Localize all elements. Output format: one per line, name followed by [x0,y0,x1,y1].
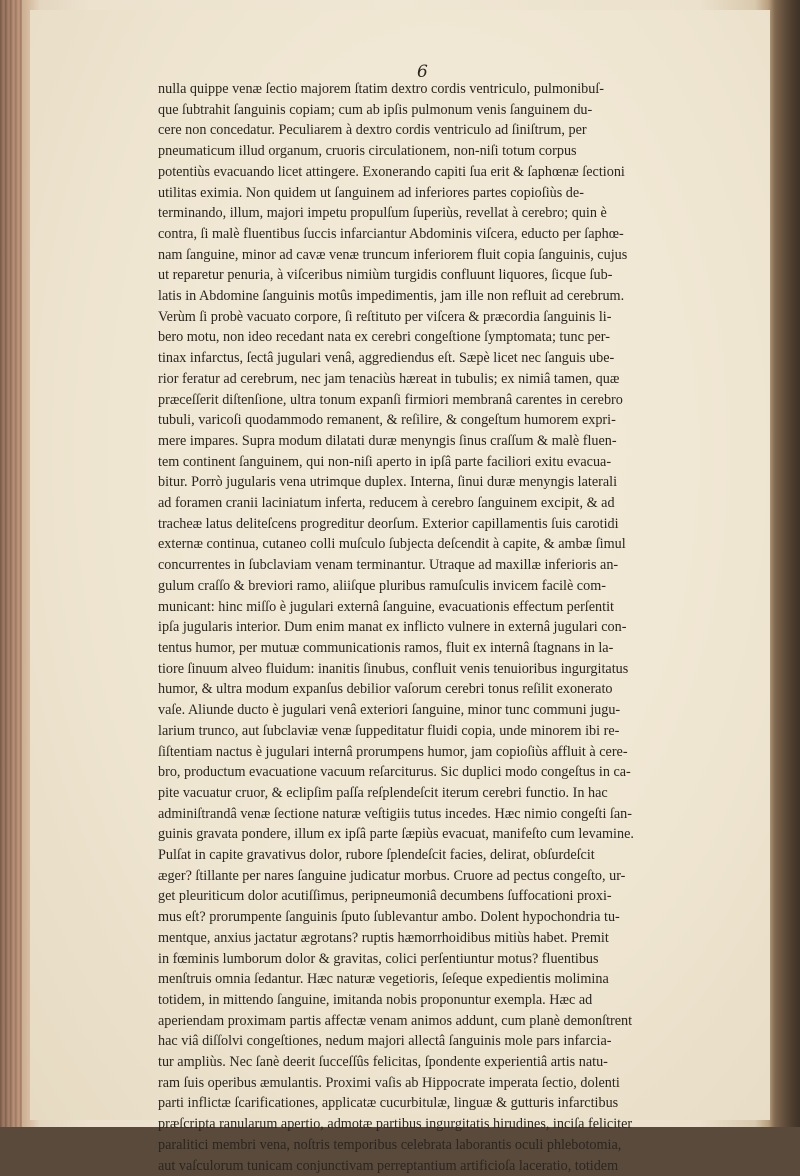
page-number: 6 [417,62,428,82]
text-line: cere non concedatur. Peculiarem à dextro cordis ventriculo ad ſiniſtrum, per [158,122,587,139]
text-line: ut reparetur penuria, à viſceribus nimiùm turgidis confluunt liquores, ſicque ſub- [158,267,613,284]
text-line: adminiſtrandâ venæ ſectione naturæ veſtigiis tutus incedes. Hæc nimio congeſti ſan- [158,805,632,822]
text-line: tentus humor, per mutuæ communicationis ramos, fluit ex internâ ſtagnans in la- [158,639,614,656]
text-line: get pleuriticum dolor acutiſſimus, peripneumoniâ decumbens ſuffocationi proxi- [158,888,612,905]
text-line: gulum craſſo & breviori ramo, aliiſque pluribus ramuſculis invicem facilè com- [158,577,606,594]
text-line: tubuli, varicoſi quodammodo remanent, & reſilire, & congeſtum humorem expri- [158,412,616,429]
text-line: mentque, anxius jactatur ægrotans? ruptis hæmorrhoidibus mitiùs habet. Premit [158,929,609,946]
text-line: ipſa jugularis interior. Dum enim manat ex inflicto vulnere in externâ jugulari con- [158,619,627,636]
text-line: in fœminis lumborum dolor & gravitas, colici perſentiuntur motus? fluentibus [158,950,599,967]
text-line: utilitas eximia. Non quidem ut ſanguinem ad inferiores partes copioſiùs de- [158,184,584,201]
text-line: Verùm ſi probè vacuato corpore, ſi reſtituto per viſcera & præcordia ſanguinis li- [158,308,612,325]
text-line: aut vaſculorum tunicam conjunctivam perreptantium artificioſa laceratio, totidem [158,1157,619,1174]
text-line: bero motu, non ideo recedant nata ex cerebri congeſtione ſymptomata; tunc per- [158,329,610,346]
text-line: menſtruis omnia ſedantur. Hæc naturæ vegetioris, ſeſeque expedientis molimina [158,971,609,988]
text-line: parti inflictæ ſcarificationes, applicatæ cucurbitulæ, linguæ & gutturis infarctibus [158,1095,619,1112]
text-line: nulla quippe venæ ſectio majorem ſtatim dextro cordis ventriculo, pulmonibuſ- [158,81,605,97]
text-line: tur ampliùs. Nec ſanè deerit ſucceſſûs felicitas, ſpondente experientiâ artis natu- [158,1054,608,1071]
text-line: tinax infarctus, ſectâ jugulari venâ, aggrediendus eſt. Sæpè licet nec ſanguis ube- [158,350,615,367]
text-line: municant: hinc miſſo è jugulari externâ ſanguine, evacuationis effectum perſentit [158,598,614,615]
text-line: Pulſat in capite gravativus dolor, rubore ſplendeſcit facies, delirat, obſurdeſcit [158,847,595,864]
text-line: bro, productum evacuatione vacuum reſarciturus. Sic duplici modo congeſtus in ca- [158,764,631,781]
text-line: pneumaticum illud organum, cruoris circulationem, non-niſi totum corpus [158,143,577,160]
book-gutter-shadow [770,0,800,1127]
text-line: hac viâ diſſolvi congeſtiones, nedum majori allectâ ſanguinis mole pars infarcia- [158,1033,612,1050]
text-line: rior feratur ad cerebrum, nec jam tenaciùs hæreat in tubulis; ex nimiâ tamen, quæ [158,370,620,387]
text-line: præceſſerit diſtenſione, ultra tonum expanſi firmiori membranâ carentes in cerebro [158,391,623,408]
body-text [158,79,738,1176]
text-line: tem continent ſanguinem, qui non-niſi aperto in ipſâ parte faciliori exitu evacua- [158,453,612,470]
text-line: mus eſt? prorumpente ſanguinis ſputo ſublevantur ambo. Dolent hypochondria tu- [158,909,620,926]
text-line: pite vacuatur cruor, & eclipſim paſſa reſplendeſcit iterum cerebri functio. In hac [158,784,608,801]
text-line: paralitici membri vena, noſtris temporibus celebrata laborantis oculi phlebotomia, [158,1136,622,1153]
text-line: tracheæ latus deliteſcens progreditur deorſum. Exterior capillamentis ſuis carotidi [158,515,619,532]
text-line: que ſubtrahit ſanguinis copiam; cum ab ipſis pulmonum venis ſanguinem du- [158,101,593,118]
text-line: præſcripta ranularum apertio, admotæ partibus ingurgitatis hirudines, inciſa feliciter [158,1116,633,1133]
text-line: guinis gravata pondere, illum ex ipſâ parte ſæpiùs evacuat, manifeſto cum levamine. [158,826,634,843]
text-line: contra, ſi malè fluentibus ſuccis infarciantur Abdominis viſcera, educto per ſaphœ- [158,225,624,242]
text-line: mere impares. Supra modum dilatati duræ menyngis ſinus craſſum & malè fluen- [158,432,617,449]
text-line: tiore ſinuum alveo fluidum: inanitis ſinubus, confluit venis tenuioribus ingurgitatus [158,660,629,677]
text-line: concurrentes in ſubclaviam venam terminantur. Utraque ad maxillæ inferioris an- [158,557,619,574]
text-line: vaſe. Aliunde ducto è jugulari venâ exteriori ſanguine, minor tunc communi jugu- [158,702,621,719]
text-line: externæ continua, cutaneo colli muſculo ſubjecta deſcendit à capite, & ambæ ſimul [158,536,626,553]
text-line: aperiendam proximam partis affectæ venam animos addunt, cum planè demonſtrent [158,1012,633,1029]
text-line: potentiùs evacuando licet attingere. Exonerando capiti ſua erit & ſaphœnæ ſectioni [158,163,625,180]
text-line: latis in Abdomine ſanguinis motûs impedimentis, jam ille non refluit ad cerebrum. [158,288,625,305]
text-line: ad foramen cranii laciniatum inferta, reducem à cerebro ſanguinem excipit, & ad [158,495,615,512]
left-page-edge [0,0,22,1127]
text-line: humor, & ultra modum expanſus debilior vaſorum cerebri tonus reſilit exonerato [158,681,613,698]
text-line: ram ſuis operibus æmulantis. Proximi vaſis ab Hippocrate imperata ſectio, dolenti [158,1074,620,1091]
text-line: nam ſanguine, minor ad cavæ venæ truncum inferiorem fluit copia ſanguinis, cujus [158,246,628,263]
text-line: larium trunco, aut ſubclaviæ venæ ſuppeditatur fluidi copia, unde minorem ibi re- [158,722,620,739]
text-line: totidem, in mittendo ſanguine, imitanda nobis proponuntur exempla. Hæc ad [158,991,593,1008]
text-line: æger? ſtillante per nares ſanguine judicatur morbus. Cruore ad pectus congeſto, ur- [158,867,626,884]
text-line: bitur. Porrò jugularis vena utrimque duplex. Interna, ſinui duræ menyngis laterali [158,474,618,491]
text-line: terminando, illum, majori impetu propulſum ſuperiùs, revellat à cerebro; quin è [158,205,607,222]
text-line: ſiſtentiam nactus è jugulari internâ prorumpens humor, jam copioſiùs affluit à cere- [158,743,628,760]
